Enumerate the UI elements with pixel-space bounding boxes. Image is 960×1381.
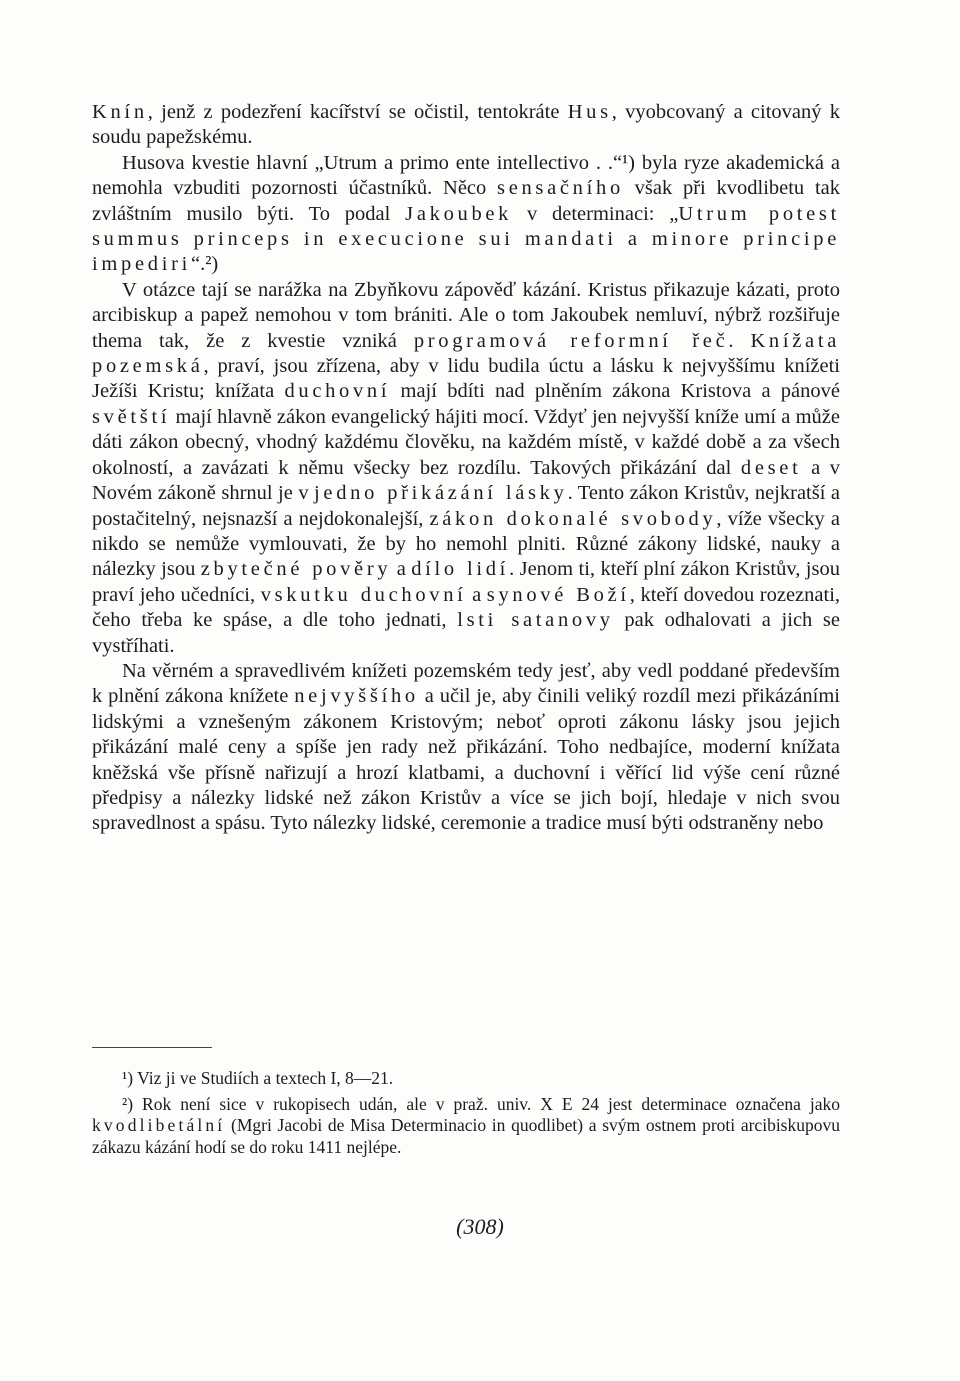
text-run: v determinaci: „ xyxy=(512,202,679,225)
text-run: Husova kvestie hlavní „Utrum a primo ente intellectivo . .“¹) byla ryze akademická a nemohla vzbuditi pozornosti účastníků. Něco xyxy=(92,151,840,200)
text-run: a v Novém zákoně shrnul je v xyxy=(92,456,840,505)
spaced-emphasis: Knín xyxy=(92,101,148,123)
spaced-emphasis: sensačního xyxy=(497,177,624,200)
text-run: ¹) Viz ji ve Studiích a textech I, 8—21. xyxy=(122,1068,394,1088)
page-number: (308) xyxy=(456,1214,504,1239)
text-run: mají bdíti nad plněním zákona Kristova a pánové xyxy=(390,380,841,403)
body-text xyxy=(92,100,840,837)
spaced-emphasis: Knížata pozemská xyxy=(92,329,841,378)
text-run: však při kvodlibetu tak zvláštním musilo býti. To podal xyxy=(92,177,840,225)
spaced-emphasis: Utrum potest summus princeps in execucione sui mandati a minore principe impediri xyxy=(92,202,840,276)
text-run: “.²) xyxy=(190,253,219,276)
text-run: a xyxy=(466,583,487,606)
spaced-emphasis: zbytečné pověry xyxy=(200,558,392,581)
spaced-emphasis: kvodlibetální xyxy=(92,1115,226,1135)
text-run: a učil je, aby činili veliký rozdíl mezi přikázáními lidskými a vznešeným zákonem Kristovým; neboť oproti zákonu lásky jsou jejich přikázání malé ceny a spíše jen rady než přikázání. Toho nedbajíce, moderní knížata kněžská vše přísně nařizují a hrozí klatbami, a duchovní i věřící lid výše cení různé předpisy a nálezky lidské než zákon Kristův a více se jich bojí, hledaje v nich svou spravedlnost a spásu. Tyto nálezky lidské, ceremonie a tradice musí býti odstraněny nebo xyxy=(92,685,840,835)
text-run: . Jenom ti, kteří plní zákon Kristův, jsou praví jeho učedníci, xyxy=(92,558,840,606)
paragraph xyxy=(92,151,840,278)
text-run: (Mgri Jacobi de Misa Determinacio in quodlibet) a svým ostnem proti arcibiskupovu zákazu kázání hodí se do roku 1411 nejlépe. xyxy=(92,1115,840,1157)
paragraph xyxy=(92,278,840,659)
text-run: mají hlavně zákon evangelický hájiti mocí. Vždyť jen nejvyšší kníže umí a může dáti zákon obecný, vhodný každému člověku, na každém místě, v každé době a za všech okolností, a zavázati k němu všecky bez rozdílu. Takových přikázání dal xyxy=(92,405,840,479)
text-run: , vyobcovaný a citovaný k soudu papežskému. xyxy=(92,101,840,149)
footnote xyxy=(92,1068,840,1090)
spaced-emphasis: Hus xyxy=(567,101,612,123)
spaced-emphasis: duchovní xyxy=(284,380,391,403)
spaced-emphasis: zákon dokonalé svobody xyxy=(429,507,717,530)
text-run: pak odhalovati a jich se vystříhati. xyxy=(92,609,841,657)
spaced-emphasis: dílo lidí xyxy=(411,558,510,581)
spaced-emphasis: světští xyxy=(92,405,171,428)
text-run: V otázce tají se narážka na Zbyňkovu zápověď kázání. Kristus přikazuje kázati, proto arcibiskup a papež nemohou v tom brániti. Ale o tom Jakoubek nemluví, nýbrž rozšiřuje thema tak, že z kvestie vzniká xyxy=(92,278,840,352)
spaced-emphasis: nejvyššího xyxy=(294,685,419,708)
spaced-emphasis: lsti satanovy xyxy=(457,609,614,632)
spaced-emphasis: vskutku duchovní xyxy=(260,583,467,606)
text-run: , víže všecky a nikdo se nemůže vymlouvati, že by ho nemohl plniti. Různé zákony lidské, nauky a nálezky jsou xyxy=(92,507,840,581)
paragraph xyxy=(92,100,840,151)
footnote xyxy=(92,1094,840,1159)
footnotes xyxy=(92,1068,840,1162)
text-run: , kteří dovedou rozeznati, čeho třeba ke spáse, a dle toho jednati, xyxy=(92,583,841,632)
spaced-emphasis: synové Boží xyxy=(486,583,630,606)
spaced-emphasis: deset xyxy=(740,456,802,479)
text-run: , jenž z podezření kacířství se očistil, tentokráte xyxy=(147,101,568,123)
text-run: , praví, jsou zřízena, aby v lidu budila úctu a lásku k nejvyššímu knížeti Ježíši Kristu; knížata xyxy=(92,355,840,403)
text-run: . xyxy=(728,329,751,352)
spaced-emphasis: Jakoubek xyxy=(405,202,513,225)
text-run: . Tento zákon Kristův, nejkratší a postačitelný, nejsnazší a nejdokonalejší, xyxy=(92,482,840,530)
text-run: ²) Rok není sice v rukopisech udán, ale v praž. univ. X E 24 jest determinace označena jako xyxy=(122,1093,840,1114)
footnote-separator xyxy=(92,1047,212,1048)
spaced-emphasis: programová reformní řeč xyxy=(413,329,729,352)
text-run: a xyxy=(391,558,412,581)
text-run: Na věrném a spravedlivém knížeti pozemském tedy jesť, aby vedl poddané především k plnění zákona knížete xyxy=(92,659,840,708)
paragraph xyxy=(92,659,840,837)
spaced-emphasis: jedno přikázání lásky xyxy=(314,482,568,505)
